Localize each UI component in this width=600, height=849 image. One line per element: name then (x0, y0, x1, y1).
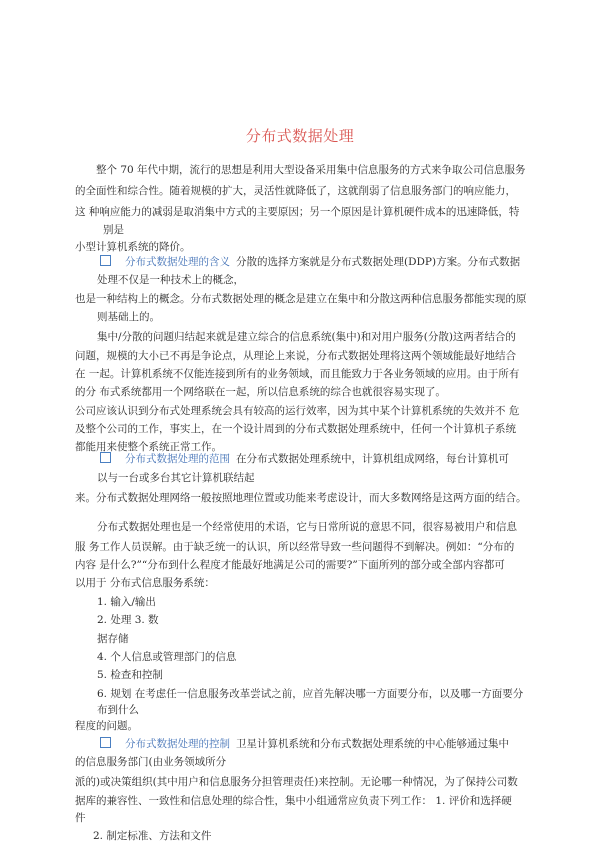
section-heading-text: 卫星计算机系统和分布式数据处理系统的中心能够通过集中 (236, 738, 509, 750)
paragraph-line: 则基础上的。 (97, 311, 160, 323)
section-heading-scope (100, 452, 509, 466)
section-heading-label: 分布式数据处理的含义 (125, 256, 230, 268)
paragraph-line: 布到什么 (97, 704, 139, 716)
paragraph-line: 以与一台或多台其它计算机联结起 (97, 472, 255, 484)
section-heading-control (100, 737, 509, 751)
list-item: 4. 个人信息或管理部门的信息 (97, 651, 237, 663)
paragraph-line: 及整个公司的工作，事实上，在一个设计周到的分布式数据处理系统中，任何一个计算机子系统 (75, 423, 516, 435)
paragraph-line: 处理不仅是一种技术上的概念， (97, 274, 244, 286)
paragraph-line: 服 务工作人员误解。由于缺乏统一的认识，所以经常导致一些问题得不到解决。例如：“分布的 (75, 541, 515, 553)
section-heading-label: 分布式数据处理的范围 (125, 453, 230, 465)
list-item: 2. 处理 3. 数 (97, 614, 159, 626)
section-heading-text: 在分布式数据处理系统中，计算机组成网络，每台计算机可 (236, 453, 509, 465)
paragraph-line: 在 一起。计算机系统不仅能连接到所有的业务领域，而且能致力于各业务领域的应用。由于所有 (75, 368, 520, 380)
checkbox-icon (100, 737, 111, 748)
paragraph-line: 这 种响应能力的减弱是取消集中方式的主要原因；另一个原因是计算机硬件成本的迅速降低，特 (75, 206, 520, 218)
paragraph-line: 来。分布式数据处理网络一般按照地理位置或功能来考虑设计，而大多数网络是这两方面的结合。 (75, 492, 527, 504)
paragraph-line: 公司应该认识到分布式处理系统会具有较高的运行效率，因为其中某个计算机系统的失效并不 危 (75, 405, 520, 417)
list-item: 5. 检查和控制 (97, 669, 163, 681)
paragraph-line: 集中/分散的问题归结起来就是建立综合的信息系统(集中)和对用户服务(分散)这两者结合的 (97, 331, 516, 343)
list-item: 6. 规划 在考虑任一信息服务改革尝试之前，应首先解决哪一方面要分布，以及哪一方面要分 (97, 688, 524, 700)
paragraph-line: 也是一种结构上的概念。分布式数据处理的概念是建立在集中和分散这两种信息服务都能实现的原 (75, 293, 527, 305)
paragraph-line: 内容 是什么?”“分布到什么程度才能最好地满足公司的需要?”下面所列的部分或全部内容都可 (75, 559, 505, 571)
paragraph-line: 分布式数据处理也是一个经常使用的术语，它与日常所说的意思不同，很容易被用户和信息 (97, 521, 517, 533)
paragraph-line: 以用于 分布式信息服务系统： (75, 577, 215, 589)
paragraph-line: 的分 布式系统都用一个网络联在一起，所以信息系统的综合也就很容易实现了。 (75, 386, 446, 398)
paragraph-line: 的信息服务部门(由业务领域所分 (75, 756, 227, 768)
document-title: 分布式数据处理 (245, 127, 355, 145)
paragraph-line: 的全面性和综合性。随着规模的扩大，灵活性就降低了，这就削弱了信息服务部门的响应能力， (75, 185, 516, 197)
checkbox-icon (100, 255, 111, 266)
section-heading-text: 分散的选择方案就是分布式数据处理(DDP)方案。分布式数据 (236, 256, 521, 268)
section-heading-meaning (100, 255, 520, 269)
paragraph-line: 问题，规模的大小已不再是争论点，从理论上来说，分布式数据处理将这两个领域能最好地结合 (75, 350, 516, 362)
section-heading-label: 分布式数据处理的控制 (125, 738, 230, 750)
paragraph-line: 据库的兼容性、一致性和信息处理的综合性，集中小组通常应负责下列工作： 1. 评价和选择硬 (75, 795, 512, 807)
paragraph-line: 件 (75, 812, 86, 824)
list-item: 1. 输入/输出 (97, 596, 156, 608)
paragraph-line: 整个 70 年代中期，流行的思想是利用大型设备采用集中信息服务的方式来争取公司信息服务 (96, 164, 526, 176)
paragraph-line: 派的)或决策组织(其中用户和信息服务分担管理责任)来控制。无论哪一种情况，为了保持公司数 (75, 776, 518, 788)
list-item: 据存储 (97, 633, 129, 645)
paragraph-line: 都能用来使整个系统正常工作。 (75, 441, 222, 453)
paragraph-line: 小型计算机系统的降价。 (75, 241, 191, 253)
paragraph-line: 2. 制定标准、方法和文件 (93, 830, 212, 842)
paragraph-line: 程度的问题。 (75, 720, 138, 732)
checkbox-icon (100, 452, 111, 463)
paragraph-line: 别是 (103, 224, 124, 236)
